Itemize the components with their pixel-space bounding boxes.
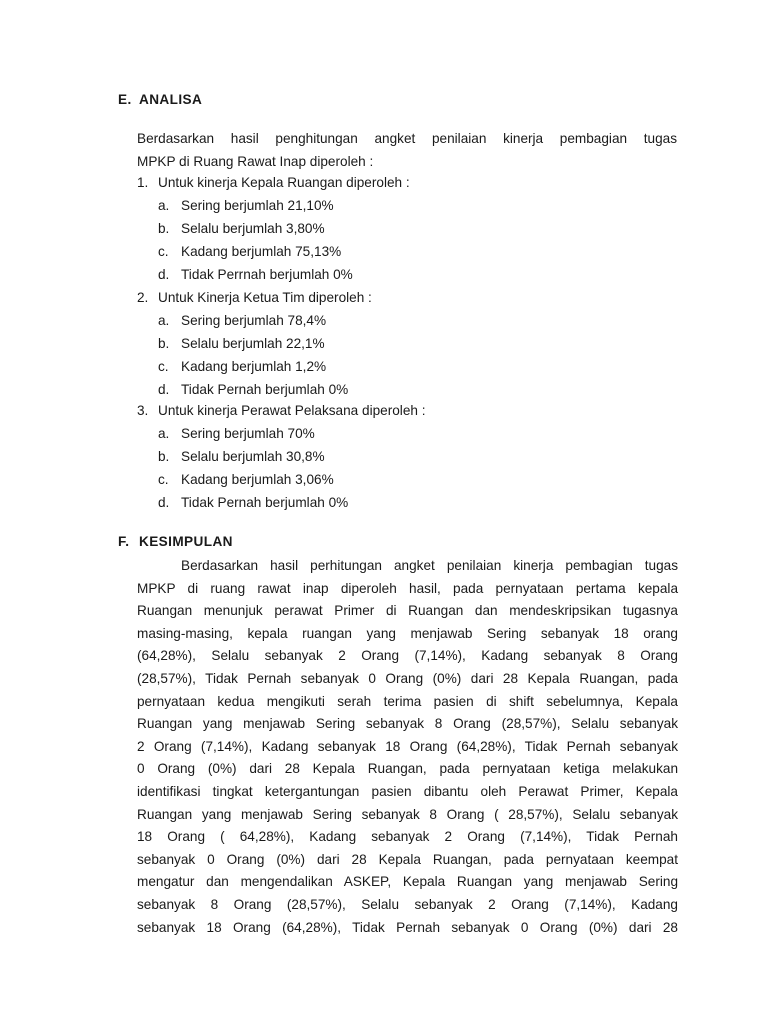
item-number: 3. bbox=[137, 403, 149, 418]
sub-item-text: Tidak Pernah berjumlah 0% bbox=[181, 382, 349, 397]
paragraph-line: sebanyak 8 Orang (28,57%), Selalu sebanyak 2 Orang (7,14%), Kadang bbox=[137, 896, 678, 912]
sub-item-letter: c. bbox=[158, 472, 169, 487]
sub-list-item bbox=[137, 378, 372, 401]
list-item bbox=[137, 171, 410, 194]
paragraph-line: sebanyak 18 Orang (64,28%), Tidak Pernah sebanyak 0 Orang (0%) dari 28 bbox=[137, 919, 678, 935]
sub-list-item bbox=[137, 332, 372, 355]
paragraph-line: Ruangan yang menjawab Sering sebanyak 8 Orang ( 28,57%), Selalu sebanyak bbox=[137, 806, 678, 822]
item-number: 2. bbox=[137, 290, 149, 305]
paragraph-line: 0 Orang (0%) dari 28 Kepala Ruangan, pada pernyataan ketiga melakukan bbox=[137, 761, 678, 777]
paragraph-line: (64,28%), Selalu sebanyak 2 Orang (7,14%), Kadang sebanyak 8 Orang bbox=[137, 648, 678, 664]
list-item bbox=[137, 399, 426, 422]
sub-item-text: Selalu berjumlah 30,8% bbox=[181, 449, 325, 464]
paragraph-line: 18 Orang ( 64,28%), Kadang sebanyak 2 Orang (7,14%), Tidak Pernah bbox=[137, 829, 678, 845]
section-title: ANALISA bbox=[139, 92, 203, 107]
sub-list-item bbox=[137, 217, 410, 240]
section-letter: F. bbox=[118, 534, 130, 549]
sub-list-item bbox=[137, 445, 426, 468]
sub-item-letter: d. bbox=[158, 495, 170, 510]
sub-list-item bbox=[137, 468, 426, 491]
sub-item-text: Sering berjumlah 78,4% bbox=[181, 313, 327, 328]
paragraph-line: Berdasarkan hasil penghitungan angket penilaian kinerja pembagian tugas bbox=[137, 131, 677, 146]
analisa-item-2 bbox=[137, 286, 372, 401]
sub-item-letter: a. bbox=[158, 313, 170, 328]
paragraph-line: MPKP di ruang rawat inap diperoleh hasil, pada pernyataan pertama kepala bbox=[137, 580, 678, 596]
analisa-item-1 bbox=[137, 171, 410, 286]
paragraph-line: (28,57%), Tidak Pernah sebanyak 0 Orang (0%) dari 28 Kepala Ruangan, pada bbox=[137, 670, 678, 686]
analisa-intro-paragraph bbox=[137, 127, 677, 173]
paragraph-line: 2 Orang (7,14%), Kadang sebanyak 18 Orang (64,28%), Tidak Pernah sebanyak bbox=[137, 738, 678, 754]
sub-item-text: Kadang berjumlah 75,13% bbox=[181, 244, 342, 259]
kesimpulan-paragraph bbox=[137, 555, 678, 939]
paragraph-line: sebanyak 0 Orang (0%) dari 28 Kepala Ruangan, pada pernyataan keempat bbox=[137, 851, 678, 867]
sub-list-item bbox=[137, 240, 410, 263]
sub-list-item bbox=[137, 309, 372, 332]
sub-item-text: Sering berjumlah 21,10% bbox=[181, 198, 334, 213]
paragraph-line: mengatur dan mengendalikan ASKEP, Kepala Ruangan yang menjawab Sering bbox=[137, 874, 678, 890]
sub-list-item bbox=[137, 263, 410, 286]
section-letter: E. bbox=[118, 92, 132, 107]
sub-item-text: Kadang berjumlah 1,2% bbox=[181, 359, 327, 374]
paragraph-line: identifikasi tingkat ketergantungan pasien dibantu oleh Perawat Primer, Kepala bbox=[137, 783, 678, 799]
sub-item-letter: b. bbox=[158, 336, 170, 351]
sub-list-item bbox=[137, 194, 410, 217]
sub-item-text: Kadang berjumlah 3,06% bbox=[181, 472, 334, 487]
sub-item-text: Tidak Perrnah berjumlah 0% bbox=[181, 267, 353, 282]
section-title: KESIMPULAN bbox=[139, 534, 233, 549]
item-number: 1. bbox=[137, 175, 149, 190]
sub-item-letter: b. bbox=[158, 221, 170, 236]
sub-item-letter: d. bbox=[158, 267, 170, 282]
sub-item-letter: c. bbox=[158, 244, 169, 259]
sub-item-text: Selalu berjumlah 22,1% bbox=[181, 336, 325, 351]
sub-item-letter: d. bbox=[158, 382, 170, 397]
paragraph-line: pernyataan kedua mengikuti serah terima pasien di shift sebelumnya, Kepala bbox=[137, 693, 678, 709]
sub-item-text: Selalu berjumlah 3,80% bbox=[181, 221, 325, 236]
sub-item-letter: c. bbox=[158, 359, 169, 374]
paragraph-line: masing-masing, kepala ruangan yang menjawab Sering sebanyak 18 orang bbox=[137, 625, 678, 641]
analisa-item-3 bbox=[137, 399, 426, 514]
sub-item-letter: a. bbox=[158, 426, 170, 441]
sub-item-text: Tidak Pernah berjumlah 0% bbox=[181, 495, 349, 510]
paragraph-line: Berdasarkan hasil perhitungan angket penilaian kinerja pembagian tugas bbox=[181, 558, 678, 573]
paragraph-line: Ruangan yang menjawab Sering sebanyak 8 Orang (28,57%), Selalu sebanyak bbox=[137, 716, 678, 732]
sub-item-text: Sering berjumlah 70% bbox=[181, 426, 315, 441]
sub-list-item bbox=[137, 355, 372, 378]
item-text: Untuk Kinerja Ketua Tim diperoleh : bbox=[158, 290, 372, 305]
item-text: Untuk kinerja Perawat Pelaksana diperoleh : bbox=[158, 403, 426, 418]
section-heading-analisa bbox=[118, 92, 202, 107]
sub-item-letter: a. bbox=[158, 198, 170, 213]
sub-list-item bbox=[137, 422, 426, 445]
paragraph-line: Ruangan menunjuk perawat Primer di Ruangan dan mendeskripsikan tugasnya bbox=[137, 603, 678, 619]
list-item bbox=[137, 286, 372, 309]
section-heading-kesimpulan bbox=[118, 534, 233, 549]
sub-item-letter: b. bbox=[158, 449, 170, 464]
item-text: Untuk kinerja Kepala Ruangan diperoleh : bbox=[158, 175, 410, 190]
paragraph-line: MPKP di Ruang Rawat Inap diperoleh : bbox=[137, 154, 374, 169]
sub-list-item bbox=[137, 491, 426, 514]
